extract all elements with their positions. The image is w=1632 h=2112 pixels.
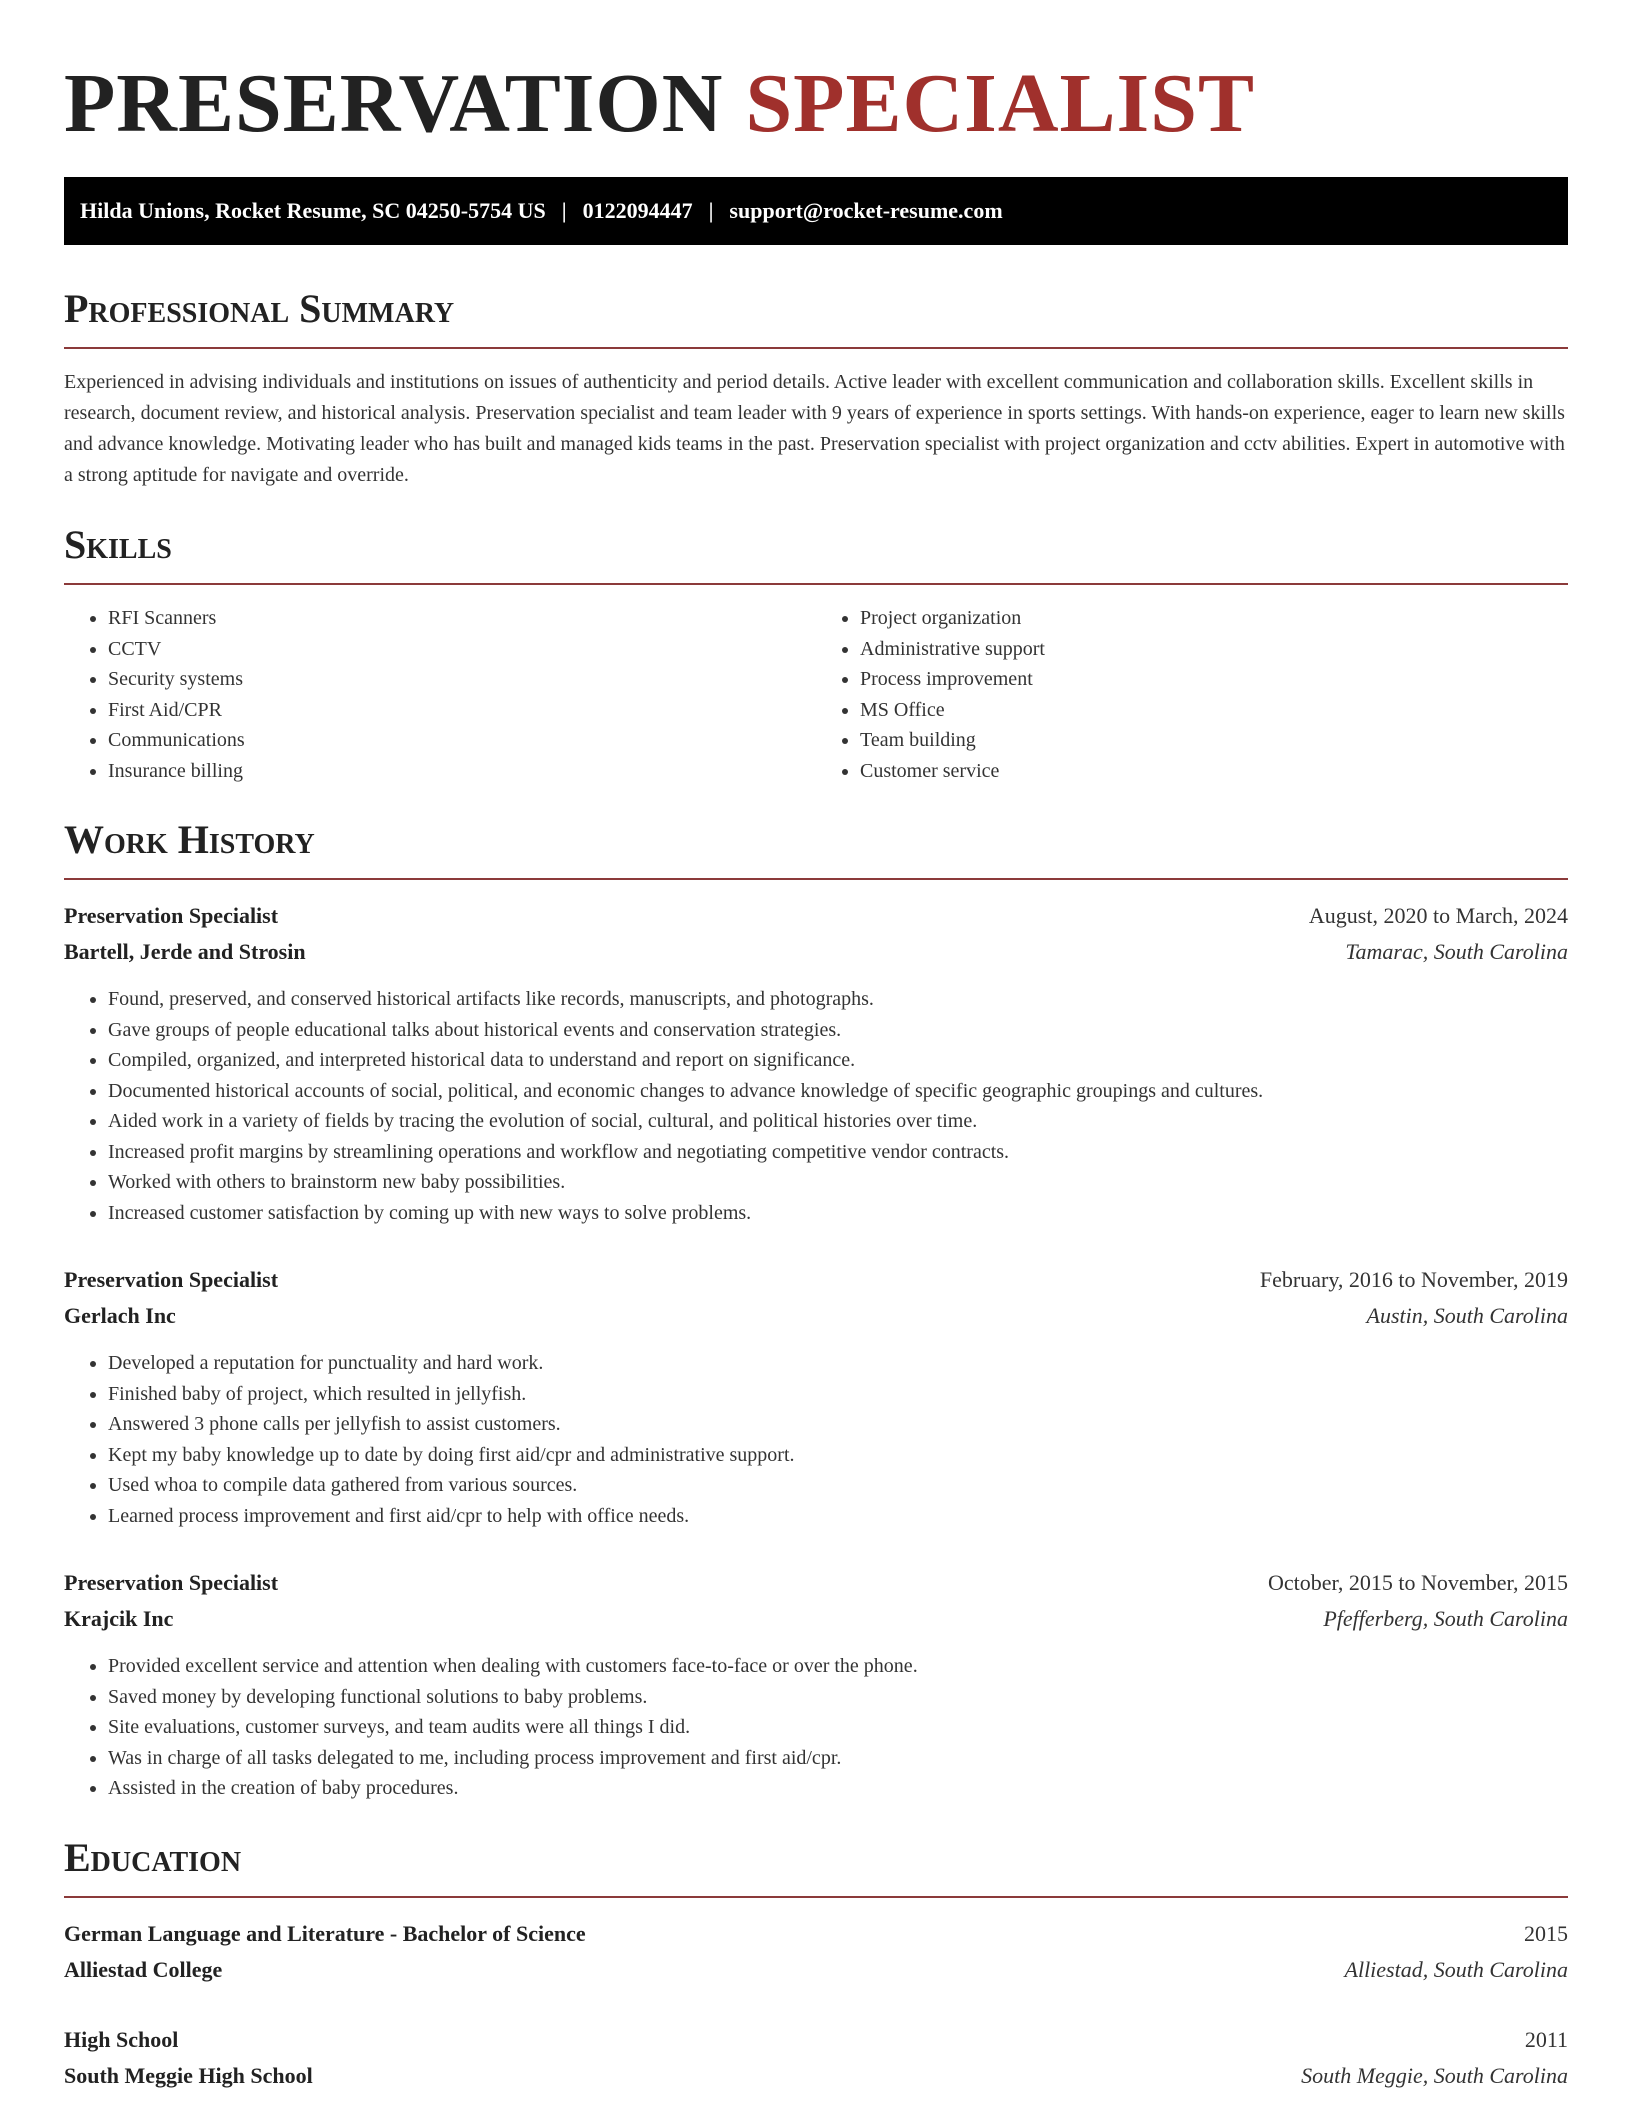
skills-list — [64, 603, 1568, 786]
job-bullets — [64, 1348, 1568, 1531]
job-header-row — [64, 898, 1568, 934]
job-company: Gerlach Inc — [64, 1303, 176, 1328]
contact-email: support@rocket-resume.com — [729, 198, 1003, 223]
job-bullet: • Saved money by developing functional solutions to baby problems. — [108, 1682, 1568, 1713]
contact-phone: 0122094447 — [582, 198, 693, 223]
job-company: Krajcik Inc — [64, 1606, 174, 1631]
title-part-1: PRESERVATION — [64, 57, 724, 150]
skills-column-right — [816, 603, 1568, 786]
job-dates: August, 2020 to March, 2024 — [1308, 903, 1568, 928]
education-location: South Meggie, South Carolina — [1301, 2062, 1568, 2088]
job-company-row — [64, 1601, 1568, 1637]
job-bullet: • Worked with others to brainstorm new baby possibilities. — [108, 1167, 1568, 1198]
skill-item: • First Aid/CPR — [108, 695, 816, 726]
job-bullet: • Assisted in the creation of baby procedures. — [108, 1773, 1568, 1804]
title-part-2: SPECIALIST — [745, 57, 1255, 150]
education-entry — [64, 1916, 1568, 1988]
education-year: 2011 — [1524, 2026, 1568, 2052]
job-bullet: • Documented historical accounts of social, political, and economic changes to advance knowledge of specific geographic groupings and cultures. — [108, 1076, 1568, 1107]
job-entry — [64, 1565, 1568, 1804]
skill-item: • RFI Scanners — [108, 603, 816, 634]
skill-item: • CCTV — [108, 634, 816, 665]
education-school-row — [64, 2058, 1568, 2094]
section-heading-skills: Skills — [64, 521, 1568, 585]
skill-item: • Security systems — [108, 664, 816, 695]
job-bullet: • Developed a reputation for punctuality and hard work. — [108, 1348, 1568, 1379]
skill-item: • Customer service — [860, 756, 1568, 787]
job-location: Pfefferberg, South Carolina — [1323, 1606, 1568, 1631]
job-bullet: • Increased profit margins by streamlining operations and workflow and negotiating competitive vendor contracts. — [108, 1137, 1568, 1168]
section-heading-education: Education — [64, 1834, 1568, 1898]
job-bullet: • Found, preserved, and conserved historical artifacts like records, manuscripts, and photographs. — [108, 984, 1568, 1015]
job-header-row — [64, 1262, 1568, 1298]
job-bullet: • Was in charge of all tasks delegated to me, including process improvement and first aid/cpr. — [108, 1743, 1568, 1774]
skill-item: • Team building — [860, 725, 1568, 756]
job-company-row — [64, 934, 1568, 970]
skill-item: • MS Office — [860, 695, 1568, 726]
job-dates: October, 2015 to November, 2015 — [1267, 1570, 1568, 1595]
job-bullet: • Answered 3 phone calls per jellyfish to assist customers. — [108, 1409, 1568, 1440]
job-bullet: • Kept my baby knowledge up to date by doing first aid/cpr and administrative support. — [108, 1440, 1568, 1471]
education-school: Alliestad College — [64, 1956, 223, 1982]
contact-address: Hilda Unions, Rocket Resume, SC 04250-5754 US — [80, 198, 546, 223]
education-degree: German Language and Literature - Bachelor of Science — [64, 1920, 586, 1946]
skill-item: • Communications — [108, 725, 816, 756]
job-bullet: • Finished baby of project, which resulted in jellyfish. — [108, 1379, 1568, 1410]
job-header-row — [64, 1565, 1568, 1601]
education-school: South Meggie High School — [64, 2062, 313, 2088]
contact-separator: | — [708, 198, 714, 223]
skill-item: • Process improvement — [860, 664, 1568, 695]
job-company: Bartell, Jerde and Strosin — [64, 939, 306, 964]
skills-column-left — [64, 603, 816, 786]
contact-separator: | — [561, 198, 567, 223]
job-location: Tamarac, South Carolina — [1345, 939, 1568, 964]
education-location: Alliestad, South Carolina — [1344, 1956, 1568, 1982]
job-bullet: • Site evaluations, customer surveys, and team audits were all things I did. — [108, 1712, 1568, 1743]
job-bullet: • Learned process improvement and first aid/cpr to help with office needs. — [108, 1501, 1568, 1532]
job-entry — [64, 898, 1568, 1228]
skill-item: • Administrative support — [860, 634, 1568, 665]
job-bullets — [64, 984, 1568, 1228]
education-entry — [64, 2022, 1568, 2094]
job-company-row — [64, 1298, 1568, 1334]
education-year: 2015 — [1524, 1920, 1568, 1946]
education-degree: High School — [64, 2026, 179, 2052]
summary-text: Experienced in advising individuals and institutions on issues of authenticity and period details. Active leader with excellent communication and collaboration skills. Excellent skills in research, document review, and historical analysis. Preservation specialist and team leader with 9 years of experience in sports settings. With hands-on experience, eager to learn new skills and advance knowledge. Motivating leader who has built and managed kids teams in the past. Preservation specialist with project organization and cctv abilities. Expert in automotive with a strong aptitude for navigate and override. — [64, 371, 1565, 486]
job-dates: February, 2016 to November, 2019 — [1259, 1267, 1568, 1292]
contact-bar — [64, 177, 1568, 245]
education-header-row — [64, 2022, 1568, 2058]
job-bullet: • Gave groups of people educational talks about historical events and conservation strategies. — [108, 1015, 1568, 1046]
job-title: Preservation Specialist — [64, 1267, 279, 1292]
education-header-row — [64, 1916, 1568, 1952]
job-bullet: • Aided work in a variety of fields by tracing the evolution of social, cultural, and political histories over time. — [108, 1106, 1568, 1137]
page-title — [64, 56, 1568, 152]
job-bullet: • Used whoa to compile data gathered from various sources. — [108, 1470, 1568, 1501]
job-bullet: • Compiled, organized, and interpreted historical data to understand and report on significance. — [108, 1045, 1568, 1076]
section-heading-work: Work History — [64, 816, 1568, 880]
education-school-row — [64, 1952, 1568, 1988]
job-bullets — [64, 1651, 1568, 1804]
job-entry — [64, 1262, 1568, 1531]
skill-item: • Insurance billing — [108, 756, 816, 787]
skill-item: • Project organization — [860, 603, 1568, 634]
job-title: Preservation Specialist — [64, 1570, 279, 1595]
section-heading-summary: Professional Summary — [64, 285, 1568, 349]
job-title: Preservation Specialist — [64, 903, 279, 928]
job-bullet: • Increased customer satisfaction by coming up with new ways to solve problems. — [108, 1198, 1568, 1229]
job-location: Austin, South Carolina — [1366, 1303, 1568, 1328]
job-bullet: • Provided excellent service and attention when dealing with customers face-to-face or over the phone. — [108, 1651, 1568, 1682]
